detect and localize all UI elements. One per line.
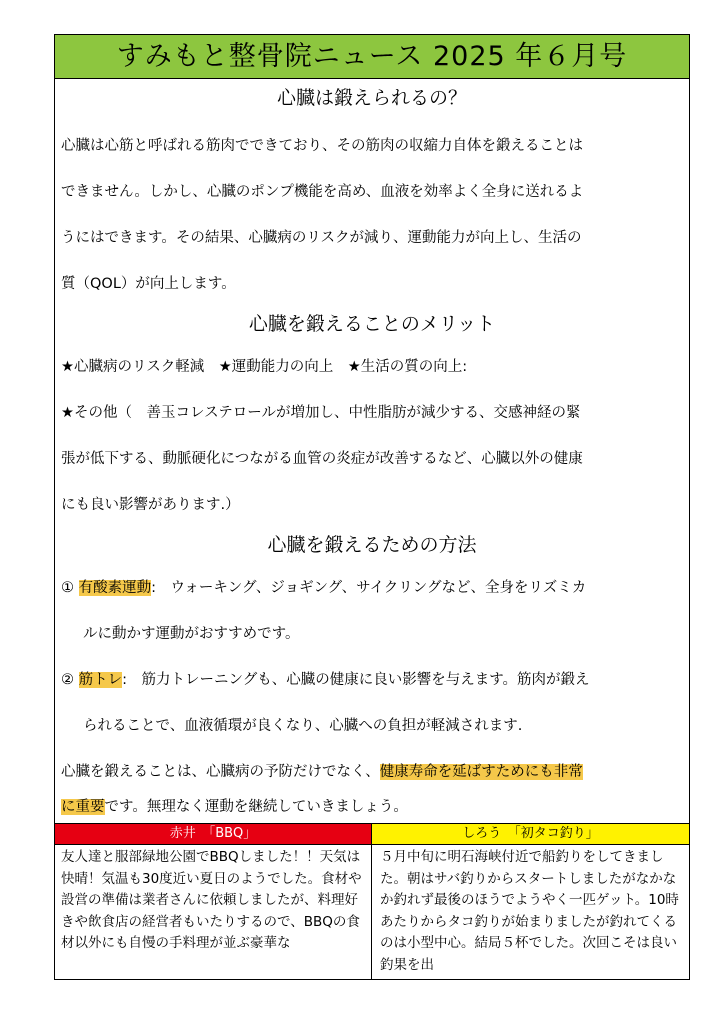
newsletter-page bbox=[54, 34, 690, 980]
column-header: 赤井 「BBQ」 bbox=[55, 823, 371, 845]
closing-text: 心臓を鍛えることは、心臓病の予防だけでなく、 bbox=[61, 764, 380, 780]
paragraph-line: 心臓は心筋と呼ばれる筋肉でできており、その筋肉の収縮力自体を鍛えることは bbox=[61, 138, 583, 154]
highlight-keyword: 筋トレ bbox=[78, 672, 123, 688]
closing-line-1 bbox=[61, 760, 583, 781]
staff-column-shirou bbox=[372, 823, 689, 979]
section-heading-methods: 心臓を鍛えるための方法 bbox=[267, 534, 477, 556]
closing-line-2 bbox=[61, 795, 408, 816]
column-header: しろう 「初タコ釣り」 bbox=[372, 823, 689, 845]
item-text: : ウォーキング、ジョギング、サイクリングなど、全身をリズミカ bbox=[151, 580, 587, 596]
item-number: ① bbox=[61, 580, 74, 596]
merit-list-line: ★心臓病のリスク軽減 ★運動能力の向上 ★生活の質の向上: bbox=[61, 359, 468, 375]
item-number: ② bbox=[61, 672, 74, 688]
paragraph-line: 張が低下する、動脈硬化につながる血管の炎症が改善するなど、心臓以外の健康 bbox=[61, 451, 583, 467]
highlight-text: 健康寿命を延ばすためにも非常 bbox=[379, 764, 583, 780]
newsletter-title-banner bbox=[55, 35, 689, 79]
method-item-aerobic-continued: ルに動かす運動がおすすめです。 bbox=[83, 626, 300, 642]
highlight-keyword: 有酸素運動 bbox=[78, 580, 152, 596]
paragraph-line: 質（QOL）が向上します。 bbox=[61, 276, 236, 292]
section-heading-can-heart-be-trained: 心臓は鍛えられるの？ bbox=[276, 87, 467, 109]
paragraph-line: にも良い影響があります.） bbox=[61, 497, 240, 513]
item-text: : 筋力トレーニングも、心臓の健康に良い影響を与えます。筋肉が鍛え bbox=[122, 672, 590, 688]
method-item-strength bbox=[61, 668, 590, 689]
paragraph-line: できません。しかし、心臓のポンプ機能を高め、血液を効率よく全身に送れるよ bbox=[61, 184, 584, 200]
highlight-text: に重要 bbox=[61, 799, 105, 815]
closing-text: です。無理なく運動を継続していきましょう。 bbox=[104, 799, 408, 815]
method-item-aerobic bbox=[61, 576, 586, 597]
paragraph-line: ★その他（ 善玉コレステロールが増加し、中性脂肪が減少する、交感神経の緊 bbox=[61, 405, 581, 421]
paragraph-line: うにはできます。その結果、心臓病のリスクが減り、運動能力が向上し、生活の bbox=[61, 230, 582, 246]
staff-column-akai bbox=[55, 823, 372, 979]
newsletter-title: すみもと整骨院ニュース 2025 年６月号 bbox=[116, 41, 628, 72]
column-body: 友人達と服部緑地公園でBBQしました！！天気は快晴！気温も30度近い夏日のようでした。食材や設営の準備は業者さんに依頼しましたが、料理好きや飲食店の経営者もいたりするので、BBQの食材以外にも自慢の手料理が並ぶ豪華な bbox=[61, 849, 362, 951]
section-heading-merits: 心臓を鍛えることのメリット bbox=[248, 313, 496, 335]
column-body: ５月中旬に明石海峡付近で船釣りをしてきました。朝はサバ釣りからスタートしましたがなかなか釣れず最後のほうでようやく一匹ゲット。10時あたりからタコ釣りが始まりましたが釣れてくるのは小型中心。結局５杯でした。次回こそは良い釣果を出 bbox=[380, 849, 679, 973]
method-item-strength-continued: られることで、血液循環が良くなり、心臓への負担が軽減されます. bbox=[83, 718, 523, 734]
staff-columns bbox=[55, 823, 689, 979]
